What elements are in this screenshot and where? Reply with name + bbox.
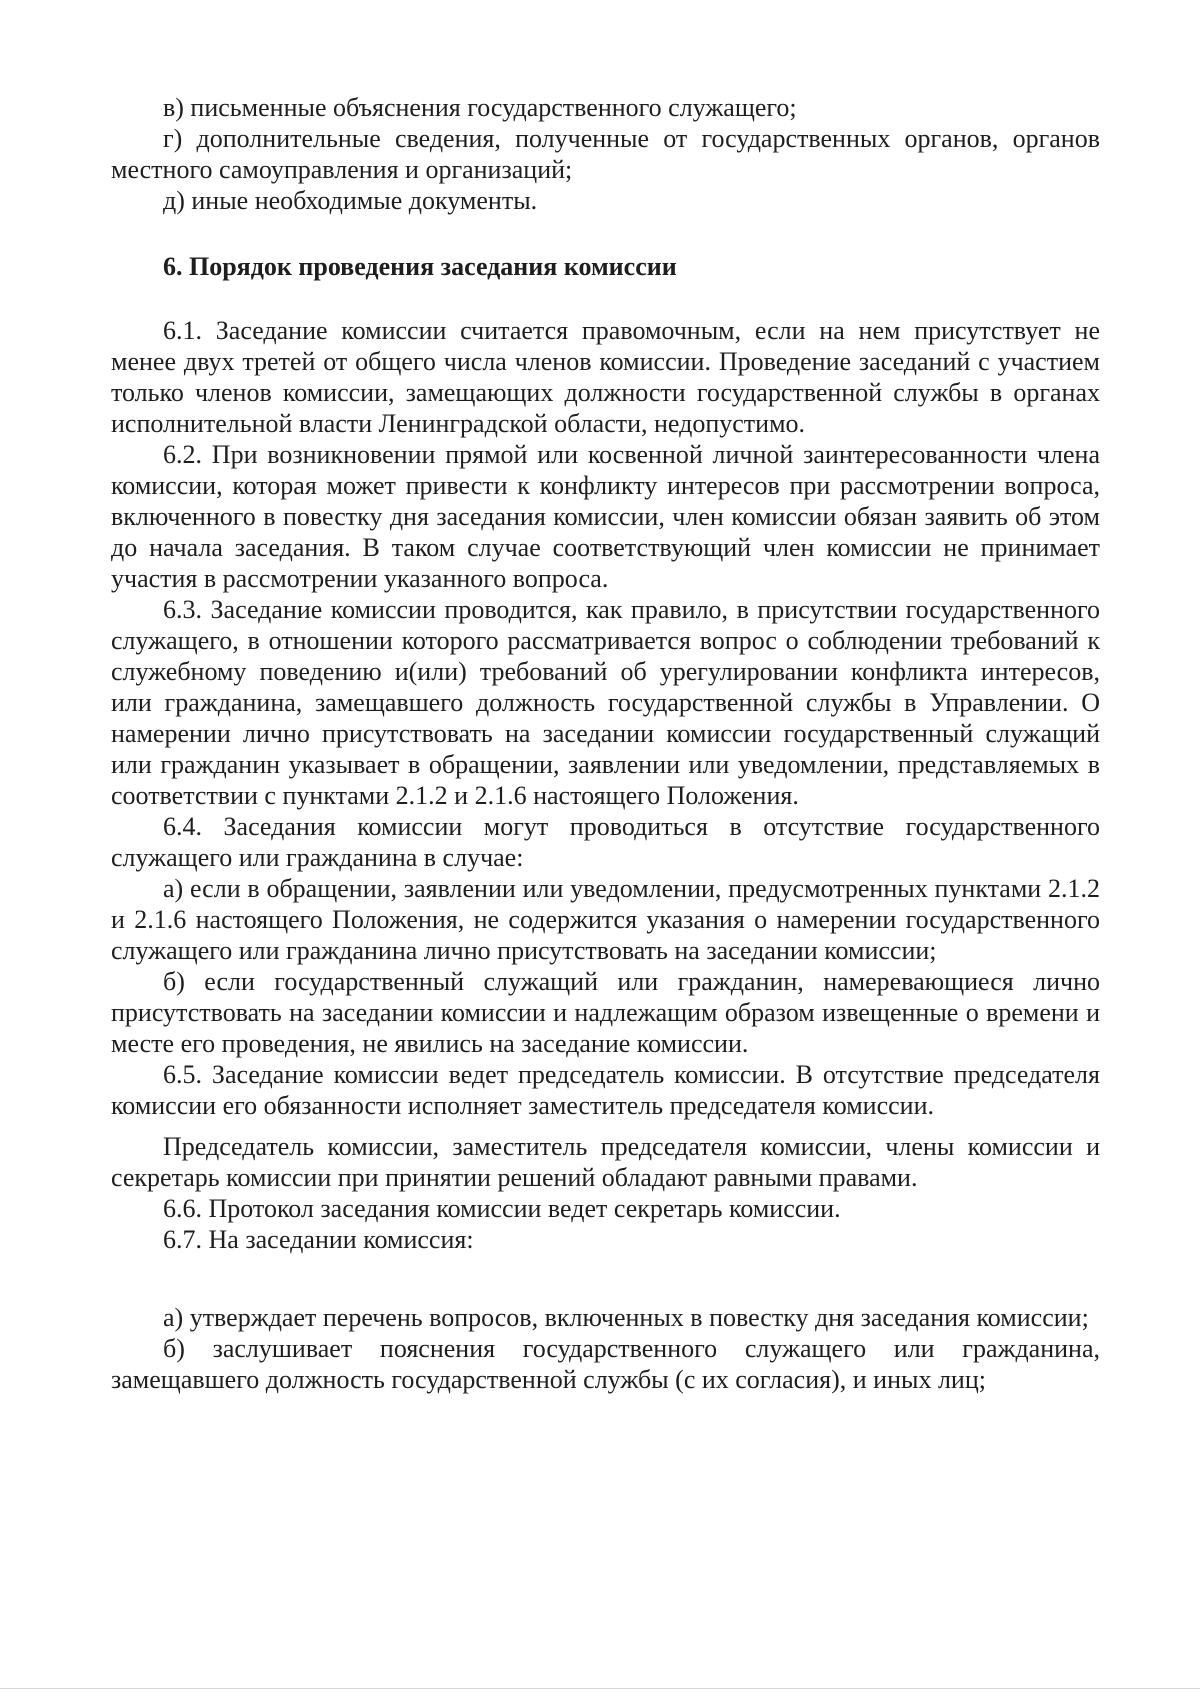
spacer [111,282,1100,315]
section-heading: 6. Порядок проведения заседания комиссии [163,252,677,281]
paragraph-6-7-a: а) утверждает перечень вопросов, включенных в повестку дня заседания комиссии; [163,1303,1089,1332]
spacer [111,216,1100,251]
intro-item-g: г) дополнительные сведения, полученные от государственных органов, органов местного самоуправления и организаций; [111,124,1100,184]
intro-item-d: д) иные необходимые документы. [163,186,538,215]
paragraph-6-1: 6.1. Заседание комиссии считается правомочным, если на нем присутствует не менее двух третей от общего числа членов комиссии. Проведение заседаний с участием только членов комиссии, замещающих должности государственной службы в органах исполнительной власти Ленинградской области, недопустимо. [111,316,1100,438]
paragraph-6-4-a: а) если в обращении, заявлении или уведомлении, предусмотренных пунктами 2.1.2 и 2.1.6 настоящего Положения, не содержится указания о намерении государственного служащего или гражданина лично присутствовать на заседании комиссии; [111,874,1100,965]
paragraph-6-2: 6.2. При возникновении прямой или косвенной личной заинтересованности члена комиссии, которая может привести к конфликту интересов при рассмотрении вопроса, включенного в повестку дня заседания комиссии, член комиссии обязан заявить об этом до начала заседания. В таком случае соответствующий член комиссии не принимает участия в рассмотрении указанного вопроса. [111,440,1100,593]
intro-item-v: в) письменные объяснения государственного служащего; [163,93,797,122]
page-edge-rule [0,1688,1200,1689]
paragraph-6-3: 6.3. Заседание комиссии проводится, как правило, в присутствии государственного служащего, в отношении которого рассматривается вопрос о соблюдении требований к служебному поведению и(или) требований об урегулировании конфликта интересов, или гражданина, замещавшего должность государственной службы в Управлении. О намерении лично присутствовать на заседании комиссии государственный служащий или гражданин указывает в обращении, заявлении или уведомлении, представляемых в соответствии с пунктами 2.1.2 и 2.1.6 настоящего Положения. [111,595,1100,810]
paragraph-6-6: 6.6. Протокол заседания комиссии ведет секретарь комиссии. [163,1194,841,1223]
spacer [111,1121,1100,1131]
paragraph-6-7: 6.7. На заседании комиссия: [163,1225,474,1254]
paragraph-6-7-b: б) заслушивает пояснения государственного служащего или гражданина, замещавшего должность государственной службы (с их согласия), и иных лиц; [111,1334,1100,1394]
paragraph-6-4: 6.4. Заседания комиссии могут проводиться в отсутствие государственного служащего или гражданина в случае: [111,812,1100,872]
spacer [111,1255,1100,1302]
paragraph-chair-rights: Председатель комиссии, заместитель председателя комиссии, члены комиссии и секретарь комиссии при принятии решений обладают равными правами. [111,1132,1100,1192]
paragraph-6-4-b: б) если государственный служащий или гражданин, намеревающиеся лично присутствовать на заседании комиссии и надлежащим образом извещенные о времени и месте его проведения, не явились на заседание комиссии. [111,967,1100,1058]
paragraph-6-5: 6.5. Заседание комиссии ведет председатель комиссии. В отсутствие председателя комиссии его обязанности исполняет заместитель председателя комиссии. [111,1060,1100,1120]
